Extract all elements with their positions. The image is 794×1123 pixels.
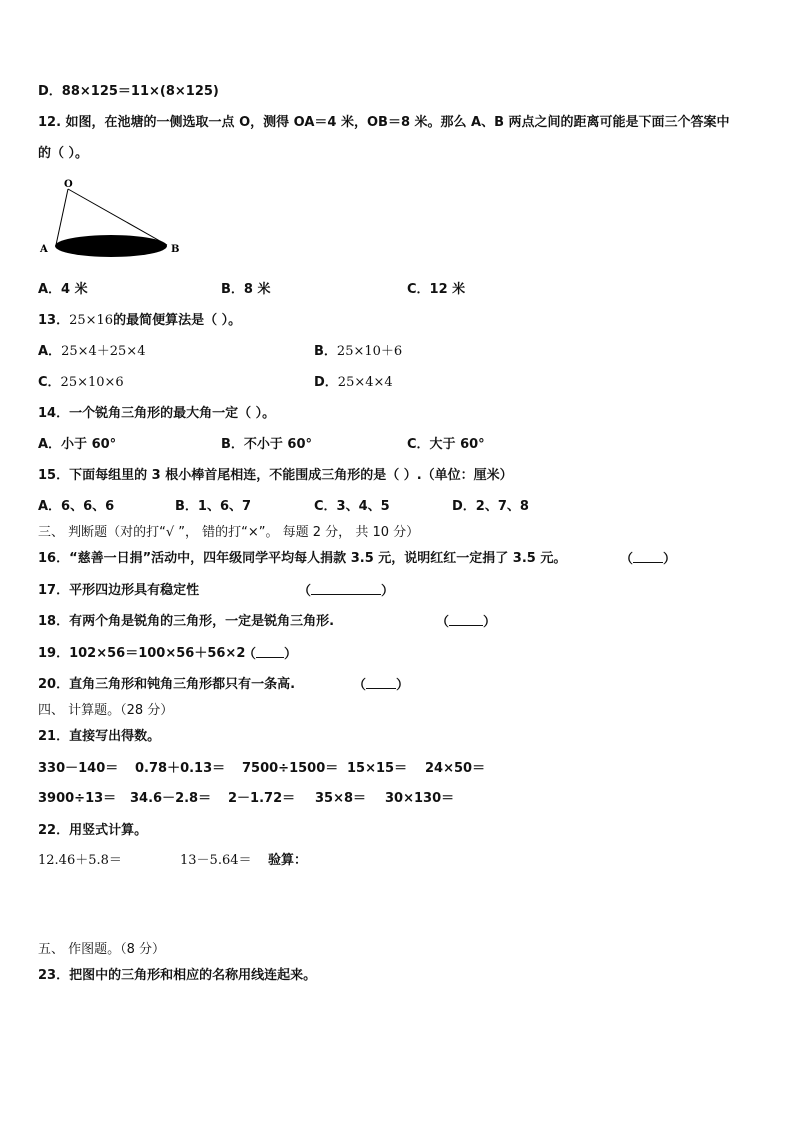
option-letter: B． <box>314 344 337 359</box>
q21-item[interactable]: 2－1.72＝ <box>228 791 296 806</box>
q19-text: 19．102×56＝100×56＋56×2 <box>38 646 246 661</box>
q13-stem <box>38 312 241 330</box>
q15-option-b[interactable]: B．1、6、7 <box>175 499 252 514</box>
q18-text: 18．有两个角是锐角的三角形，一定是锐角三角形. <box>38 614 335 629</box>
q13-option-d[interactable] <box>314 374 393 392</box>
q12-option-b[interactable]: B．8 米 <box>221 282 271 297</box>
q14-option-c[interactable]: C．大于 60° <box>407 437 485 452</box>
answer-line <box>311 582 381 595</box>
q12-stem-line2: 的（ ）。 <box>38 146 89 161</box>
q14-stem: 14．一个锐角三角形的最大角一定（ ）。 <box>38 406 276 421</box>
paren-close: ） <box>396 678 410 693</box>
label-a: A <box>40 244 48 255</box>
paren-close: ） <box>483 615 497 630</box>
q17-text: 17．平形四边形具有稳定性 <box>38 583 200 598</box>
q21-item[interactable]: 7500÷1500＝ <box>242 761 339 776</box>
paren-open: （ <box>620 552 634 567</box>
section-5-title: 五、 作图题。（8 分） <box>38 942 166 957</box>
paren-close: ） <box>663 552 677 567</box>
q15-option-c[interactable]: C．3、4、5 <box>314 499 390 514</box>
q23-stem: 23．把图中的三角形和相应的名称用线连起来。 <box>38 968 317 983</box>
q22-stem: 22．用竖式计算。 <box>38 823 148 838</box>
q15-stem: 15．下面每组里的 3 根小棒首尾相连，不能围成三角形的是（ ）.（单位：厘米） <box>38 468 513 483</box>
q21-item[interactable]: 35×8＝ <box>315 791 367 806</box>
answer-line <box>449 613 483 626</box>
q13-number: 13． <box>38 313 70 328</box>
q19-answer-blank[interactable] <box>243 645 297 664</box>
paren-open: （ <box>298 584 312 599</box>
q21-item[interactable]: 330－140＝ <box>38 761 119 776</box>
option-expr: 25×4×4 <box>337 375 393 390</box>
option-letter: C． <box>38 375 61 390</box>
q20-text: 20．直角三角形和钝角三角形都只有一条高. <box>38 677 296 692</box>
q14-option-b[interactable]: B．不小于 60° <box>221 437 313 452</box>
option-letter: D． <box>314 375 338 390</box>
q20-answer-blank[interactable] <box>353 676 409 695</box>
q15-option-a[interactable]: A．6、6、6 <box>38 499 115 514</box>
q21-item[interactable]: 24×50＝ <box>425 761 486 776</box>
answer-line <box>256 645 284 658</box>
label-b: B <box>171 244 180 255</box>
q13-stem-tail: 的最简便算法是（ ）。 <box>113 313 242 328</box>
q16-answer-blank[interactable] <box>620 550 676 569</box>
section-4-title: 四、 计算题。（28 分） <box>38 703 174 718</box>
q18-answer-blank[interactable] <box>436 613 496 632</box>
q11-option-d[interactable]: D．88×125＝11×(8×125) <box>38 84 219 99</box>
q22-check-label: 验算： <box>268 853 308 868</box>
paren-open: （ <box>243 647 257 662</box>
paren-open: （ <box>436 615 450 630</box>
q21-stem: 21．直接写出得数。 <box>38 729 161 744</box>
paren-close: ） <box>381 584 395 599</box>
label-o: O <box>64 179 73 190</box>
pond-ellipse <box>55 235 167 257</box>
q12-stem-line1: 12. 如图，在池塘的一侧选取一点 O，测得 OA＝4 米，OB＝8 米。那么 A、B 两点之间的距离可能是下面三个答案中 <box>38 115 730 130</box>
q22-item[interactable]: 13－5.64＝ <box>180 853 252 868</box>
q21-item[interactable]: 3900÷13＝ <box>38 791 117 806</box>
q21-item[interactable]: 34.6－2.8＝ <box>130 791 212 806</box>
paren-close: ） <box>284 647 298 662</box>
q13-option-c[interactable] <box>38 374 124 392</box>
answer-line <box>633 550 663 563</box>
q13-expr: 25×16 <box>69 313 114 328</box>
option-expr: 25×10×6 <box>60 375 124 390</box>
q12-pond-figure <box>36 175 196 265</box>
option-expr: 25×10＋6 <box>336 344 403 359</box>
q12-option-a[interactable]: A．4 米 <box>38 282 88 297</box>
section-3-title: 三、 判断题（对的打“√ ”， 错的打“×”。 每题 2 分， 共 10 分） <box>38 525 420 540</box>
option-expr: 25×4＋25×4 <box>61 344 146 359</box>
q21-item[interactable]: 30×130＝ <box>385 791 455 806</box>
q21-item[interactable]: 15×15＝ <box>347 761 408 776</box>
q13-option-b[interactable] <box>314 343 402 361</box>
q14-option-a[interactable]: A．小于 60° <box>38 437 117 452</box>
segment-oa <box>56 189 68 245</box>
q22-item[interactable]: 12.46＋5.8＝ <box>38 853 122 868</box>
q21-item[interactable]: 0.78＋0.13＝ <box>135 761 226 776</box>
q13-option-a[interactable] <box>38 343 145 361</box>
option-letter: A． <box>38 344 62 359</box>
q15-option-d[interactable]: D．2、7、8 <box>452 499 529 514</box>
q12-option-c[interactable]: C．12 米 <box>407 282 466 297</box>
answer-line <box>366 676 396 689</box>
q17-answer-blank[interactable] <box>298 582 394 601</box>
paren-open: （ <box>353 678 367 693</box>
q16-text: 16．“慈善一日捐”活动中，四年级同学平均每人捐款 3.5 元，说明红红一定捐了 3.5 元。 <box>38 551 567 566</box>
